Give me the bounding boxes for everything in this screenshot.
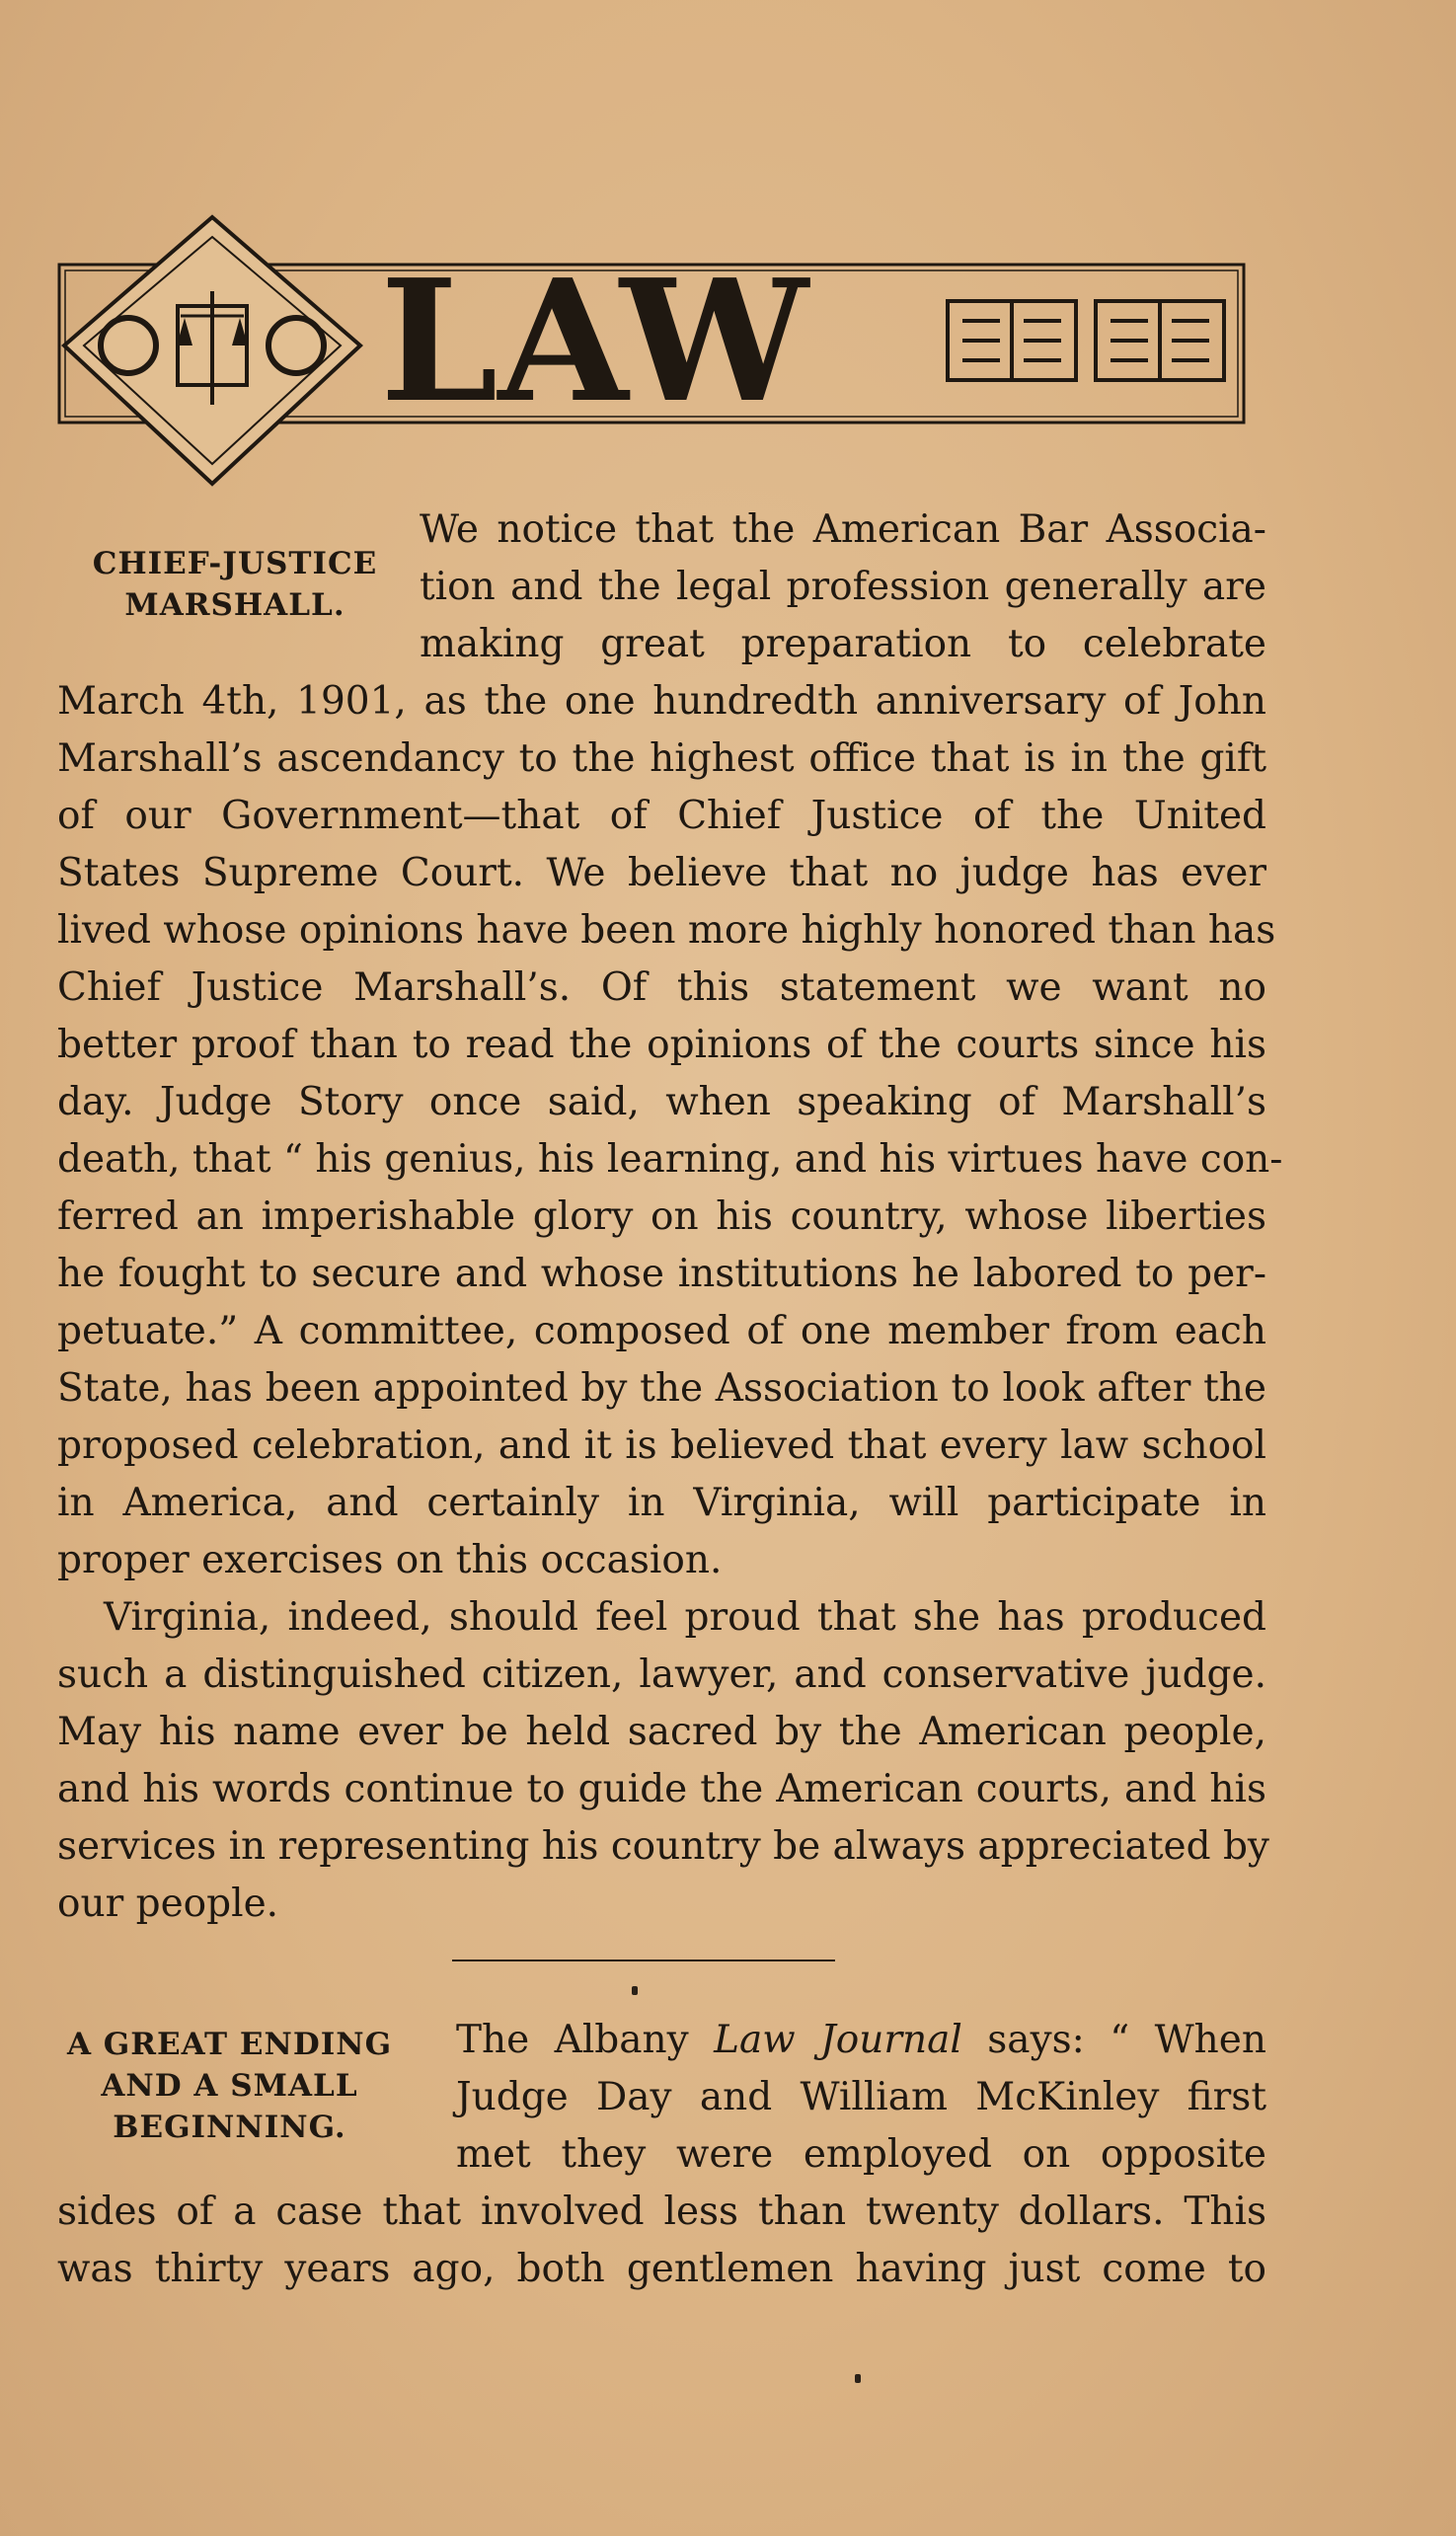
body-line: day. Judge Story once said, when speaking of Marshall’s (57, 1080, 1266, 1124)
side-note-line: AND A SMALL (101, 2068, 358, 2104)
body-line: and his words continue to guide the American courts, and his (57, 1767, 1266, 1811)
body-line: proper exercises on this occasion. (57, 1538, 723, 1582)
banner-title-letters (380, 243, 810, 440)
body-line: met they were employed on opposite (456, 2132, 1266, 2177)
body-line: our people. (57, 1882, 279, 1926)
body-line: tion and the legal profession generally are (420, 565, 1266, 609)
body-line: was thirty years ago, both gentlemen having just come to (57, 2247, 1266, 2291)
body-line (456, 2012, 1266, 2069)
body-line: lived whose opinions have been more highly honored than has (57, 908, 1276, 953)
body-line: petuate.” A committee, composed of one member from each (57, 1309, 1266, 1353)
side-note-chief-justice (77, 543, 393, 626)
body-line: We notice that the American Bar Associa- (420, 507, 1266, 552)
body-line: March 4th, 1901, as the one hundredth anniversary of John (57, 679, 1266, 724)
body-line: better proof than to read the opinions of the courts since his (57, 1023, 1266, 1067)
banner-title: LAW (380, 243, 808, 440)
body-line: sides of a case that involved less than twenty dollars. This (57, 2190, 1266, 2234)
body-line: proposed celebration, and it is believed that every law school (57, 1423, 1266, 1468)
body-line: State, has been appointed by the Association to look after the (57, 1366, 1266, 1411)
law-banner (54, 207, 1249, 494)
body-line: Marshall’s ascendancy to the highest office that is in the gift (57, 736, 1266, 781)
body-line: May his name ever be held sacred by the American people, (57, 1710, 1266, 1754)
side-note-line: A GREAT ENDING (66, 2027, 393, 2062)
journal-title: Law Journal (714, 2018, 962, 2062)
divider-dot (632, 1986, 638, 1995)
body-line: Chief Justice Marshall’s. Of this statement we want no (57, 965, 1266, 1010)
body-line: States Supreme Court. We believe that no judge has ever (57, 851, 1266, 895)
side-note-line: CHIEF-JUSTICE (92, 546, 378, 581)
side-note-line: MARSHALL. (124, 587, 345, 623)
section-divider (452, 1960, 835, 1961)
body-line: of our Government—that of Chief Justice of the United (57, 794, 1266, 838)
body-line: in America, and certainly in Virginia, will participate in (57, 1481, 1266, 1525)
body-line: death, that “ his genius, his learning, and his virtues have con- (57, 1137, 1283, 1182)
page-mark (855, 2374, 861, 2383)
body-line: Judge Day and William McKinley first (456, 2075, 1266, 2119)
side-note-line: BEGINNING. (113, 2110, 346, 2145)
body-line: Virginia, indeed, should feel proud that she has produced (104, 1595, 1266, 1640)
body-line: he fought to secure and whose institutions he labored to per- (57, 1252, 1266, 1296)
open-book-icon (948, 301, 1224, 380)
body-line: making great preparation to celebrate (420, 622, 1266, 666)
body-line: ferred an imperishable glory on his country, whose liberties (57, 1194, 1266, 1239)
side-note-great-ending (54, 2024, 405, 2148)
body-line: such a distinguished citizen, lawyer, and conservative judge. (57, 1652, 1266, 1697)
text-run: The Albany (456, 2018, 715, 2062)
text-run: says: “ When (961, 2018, 1266, 2062)
scales-emblem-icon (64, 217, 360, 484)
body-line: services in representing his country be always appreciated by (57, 1824, 1269, 1869)
